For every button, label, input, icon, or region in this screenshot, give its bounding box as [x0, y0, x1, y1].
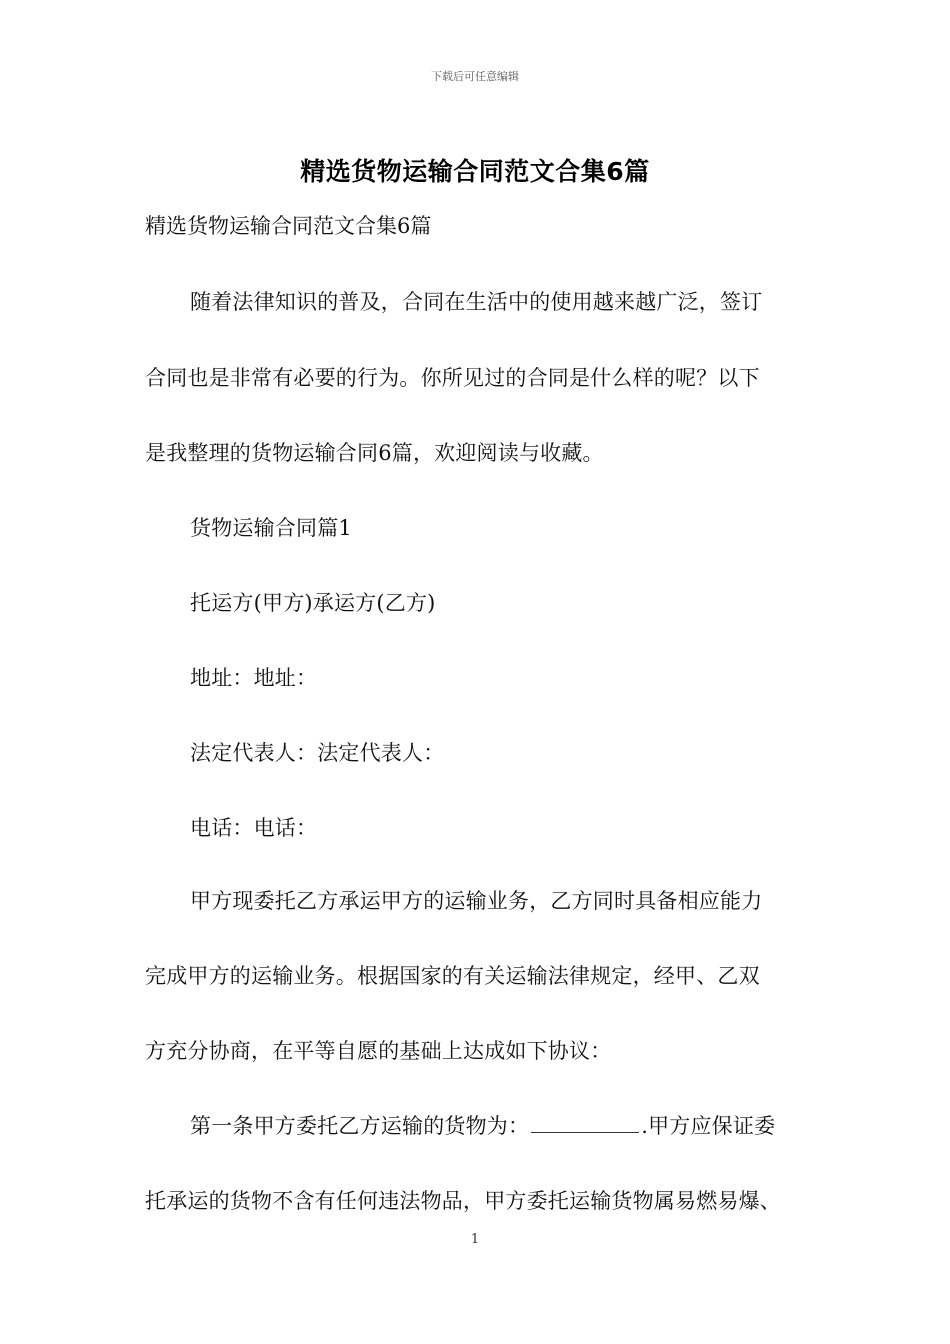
paragraph-line: 托运方(甲方)承运方(乙方): [190, 591, 436, 615]
paragraph-line: 是我整理的货物运输合同6篇，欢迎阅读与收藏。: [145, 441, 604, 465]
page-title: 精选货物运输合同范文合集6篇: [300, 157, 650, 186]
paragraph-line: 法定代表人：法定代表人：: [190, 741, 445, 765]
line-text: 第一条甲方委托乙方运输的货物为：: [190, 1114, 530, 1138]
fill-in-blank: [531, 1114, 639, 1133]
paragraph-line: 随着法律知识的普及，合同在生活中的使用越来越广泛，签订: [190, 290, 763, 314]
paragraph-line: 电话：电话：: [190, 816, 318, 840]
header-note: 下载后可任意编辑: [431, 70, 519, 83]
paragraph-line: 完成甲方的运输业务。根据国家的有关运输法律规定，经甲、乙双: [145, 964, 760, 988]
line-text: .甲方应保证委: [641, 1114, 776, 1138]
document-subtitle: 精选货物运输合同范文合集6篇: [145, 214, 432, 238]
paragraph-line: 合同也是非常有必要的行为。你所见过的合同是什么样的呢？以下: [145, 366, 760, 390]
paragraph-line: [190, 1110, 775, 1140]
paragraph-line: 甲方现委托乙方承运甲方的运输业务，乙方同时具备相应能力: [190, 889, 763, 913]
paragraph-line: 托承运的货物不含有任何违法物品，甲方委托运输货物属易燃易爆、: [145, 1189, 781, 1213]
paragraph-line: 方充分协商，在平等自愿的基础上达成如下协议：: [145, 1039, 612, 1063]
paragraph-line: 地址：地址：: [190, 666, 318, 690]
page-number: 1: [470, 1232, 480, 1247]
section-heading: 货物运输合同篇1: [190, 516, 352, 540]
